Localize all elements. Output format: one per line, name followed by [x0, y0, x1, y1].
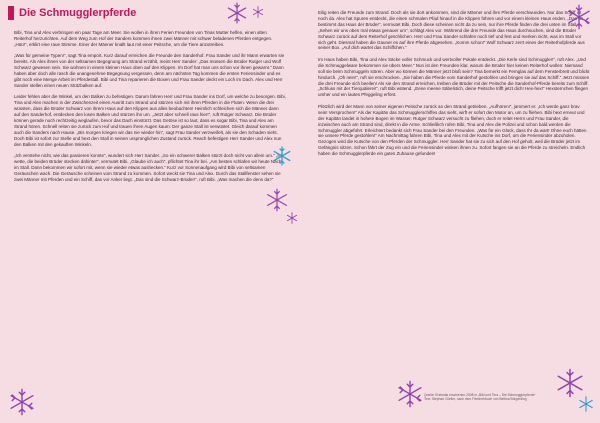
- paragraph: Leider fehlen aber die Winkel, um den Balken zu befestigen. Darum fahren Herr und Frau Sander ins Dorf, um welche zu besorgen. Bibi, Tina und Alex machen in der Zwischenzeit einen Ausritt zum Strand und stürzen sich mit ihren Pferden in die Fluten. Wenn die drei wüssten, dass die Brüder Schwarz von ihrem Haus auf den Klippen aus alles beobachten! Heimlich schleichen sich die Männer dann auf den Sanderhof, entdecken den losen Balken und stürzen ihn um. „Jetzt aber schnell raus hier!“, ruft Rutger Schwarz. Die Brüder können gerade noch rechtzeitig weglaufen, bevor das Dach einstürzt. Das Getöse ist so laut, dass es sogar Bibi, Tina und Alex am Strand hören. Schnell reiten sie zurück zum Hof und trauen ihren Augen kaum: Der ganze Stall ist verwüstet. Gleich darauf kommen auch die Sanders nach Hause. „Bis morgen kriegen wir das nie wieder hin“, sagt Frau Sander verzweifelt, als sie den Schaden sieht. Doch Bibi ist sofort zur Stelle und hext den Stall in seinen ursprünglichen Zustand zurück. Reach befestigen Herr Sander und Alex nun den Balken mit den gekauften Winkeln.: [14, 94, 286, 147]
- snowflake-icon: [272, 146, 292, 166]
- paragraph: Im Haus haben Bibi, Tina und Alex Säcke voller Schmuck und wertvoller Pokale entdeckt. „Die Kerle sind Schmuggler!“, ruft Alex. „Und die Schmuggelware bekommen sie übers Meer.“ Nun ist den Freunden klar, warum die Brüder hier keinen Reiterhof wollen: Niemand soll sie beim Schmuggeln stören. Aber wo können die Männer jetzt bloß sein? Tina bemerkt ein Fernglas auf dem Fensterbrett und blickt hindurch. „Oh nein!“, ruft sie erschrocken. „Sie haben die Pferde vom Sanderhof gestohlen und bringen sie auf das Schiff.“ Jetzt müssen die drei Freunde sich beeilen! Als sie den Strand erreichen, treiben die Brüder mit der Peitsche die Sanderhof-Pferde bereits zum Schiff. „Schluss mit der Tierquälerei!“, ruft Bibi wütend. „Eene meene Säbelstich, deine Peitsche trifft jetzt dich! Hex-hex!“ Hexsternchen fliegen umher und ein lautes Pfeggeling erfönt.: [318, 56, 590, 98]
- snowflake-icon: [265, 188, 289, 212]
- snowflake-icon: [578, 396, 594, 412]
- snowflake-icon: [566, 4, 592, 30]
- paragraph: Bibi, Tina und Alex verbringen ein paar Tage am Meer. Sie wollen in ihren Ferien Freunden von Tinas Mutter helfen, einen alten Reiterhof herzurichten. Auf dem Weg zum Hof der Sanders kommen ihnen zwei Männer mit schwer beladenen Pferden entgegen. „Hüü!“, erklirt eine raue Stimme. Einer der Männer knallt laut mit einer Peitsche, um die Tiere anzutreiben.: [14, 30, 273, 47]
- snowflake-icon: [8, 388, 36, 416]
- title-row: [8, 4, 136, 22]
- snowflake-icon: [396, 380, 424, 408]
- snowflake-icon: [252, 6, 264, 18]
- left-text-column: [14, 30, 286, 188]
- snowflake-icon: [555, 368, 585, 398]
- paragraph: „Was für gemeine Typen!“, sagt Tina empört. Kurz darauf erreichen die Freunde den Sanderhof. Frau Sander und ihr Mann erwarten sie bereits. Als Alex ihnen von der seltsamen Begegnung am Strand erzählt, meint Herr Sander: „Das müssen die Brüder Rutger und Wolf Schwarz gewesen sein. Sie wohnen in einem kleinen Haus oben auf den Klippen. Im Dorf hat man uns schon vor ihnen gewarnt.“ Dann haben aber doch alle rasch die unangenehme Begegnung vergessen, denn am nächsten Tag kommen die ersten Feriensinder und es gibt noch eine Menge Arbeit im Pferdestall. Bibi und Tina reparieren die Boxen und Frau Sander deckt ein Loch im Dach. Alex und Herr Sander stellen einen neuen Stützbalken auf.: [14, 53, 285, 88]
- paragraph: „Ich verstehe nicht, wie das passieren konnte“, wundert sich Herr Sander. „So ein schwerer Balken stürzt doch nicht von allein um.“ „Ich wette, die beiden Brüder stecken dahinter“, vermutet Bibi. „Glaube ich auch“, pflichtet Tina ihr bei. „Am besten schlafen wir heute Nacht im Stall. Dann bekommen wir sofort mit, wenn sie wieder etwas aushecken.“ Kurz vor Sonnenaufgang wird Bibi von seltsamen Geräuschen wach. Die Geräusche scheinen vom Strand zu kommen. Sofort weckt sie Tina und Alex. Durch das Stallfenster sehen sie zwei Männer mit Pferden und ein Schiff, das vor Anker liegt. „Das sind die Schwarz-Brüder!“, ruft Bibi. „Was machen die denn da?“: [14, 153, 284, 182]
- title-accent-bar: [8, 6, 14, 20]
- source-note: [424, 393, 574, 402]
- snowflake-icon: [226, 2, 248, 24]
- right-text-column: [318, 10, 590, 163]
- page-title: Die Schmugglerpferde: [19, 7, 137, 19]
- paragraph: Plötzlich wird der Mann von seiner eigenen Peitsche zurück an den Strand getrieben. „Aufhören!“, jammert er. „Ich werde ganz brav sein! Versprochen!“ Als der Kapitän das Schmugglerschiffes das sieht, wirft er sofort den Motor an, um zu fliehen. Bibi hext erneut und der Kapitän landet in hohem Bogen im Wasser. Rutger Schwarz versucht zu fliehen, doch er reitet Herrn und Frau Sander, die inzwischen auch am Strand sind, direkt in die Arme. Schließlich rufen Bibi, Tina und Alex die Polizei und schon bald werden die Schmuggler abgeführt. Erleichtert bedankt sich Frau Sander bei den Freunden. „Was für ein Glück, dass Ihr da wart! Ohne euch hätten sie unsere Pferde gestohlen!“ Am Nachmittag fahren Bibi, Tina und Alex mit der Kutsche ins Dorf, um die Feriensinder abzuholen. Gezogen wird die Kutsche von den Pferden der Schmuggler. Herr Sander hat sie zu sich auf den Hof geholt, weil die Brüder jetzt im Gefängnis sitzen. Schon fährt der Zug ein und die Feriensinder winken ihnen zu. Sofort fangen sie an die Pferde zu streicheln. Endlich haben die Schmugglerpferde ein gutes Zuhause gefunden!: [318, 103, 587, 157]
- credit-line: Text: Stephan Gürtler, nach dem Filmdrehbuch von Bettina Börgerding: [424, 397, 527, 402]
- source-line: Quelle: Erstmals erschienen 2008 in „Bibi und Tina – Die Schmugglerpferde“: [424, 393, 536, 397]
- snowflake-icon: [286, 212, 298, 224]
- paragraph: Eilig reiten die Freunde zum Strand. Doch als sie dort ankommen, sind die Männer und ihre Pferde verschwunden. Nur das Schiff ist noch da. Alex hat Spuren entdeckt, die einen schmalen Pfad hinauf in die Klippen führen und vor einem kleinen Haus enden. „Das ist bestimmt das Haus der Brüder“, vermutet Bibi. Doch diese scheinen nicht da zu sein, nur ihre Pferde finden die drei unten im Stall. „Sehen wir uns oben mal etwas genauer um“, schlägt Alex vor. Während die drei Freunde das Haus durchsuchen, sind die Brüder Schwarz zurück auf dem Reiterhof geschlichen. Herr und Frau Sander schlafen noch tief und fest und merken nicht, was im Stall vor sich geht. Diesmal haben die Gauner es auf ihre Pferde abgesehen. „Komm schon!“ Wolf Schwarz zerrt eines der Reiterhofpferde aus seiner Box. „Auf dich wartet das Schiffchen.“: [318, 10, 585, 51]
